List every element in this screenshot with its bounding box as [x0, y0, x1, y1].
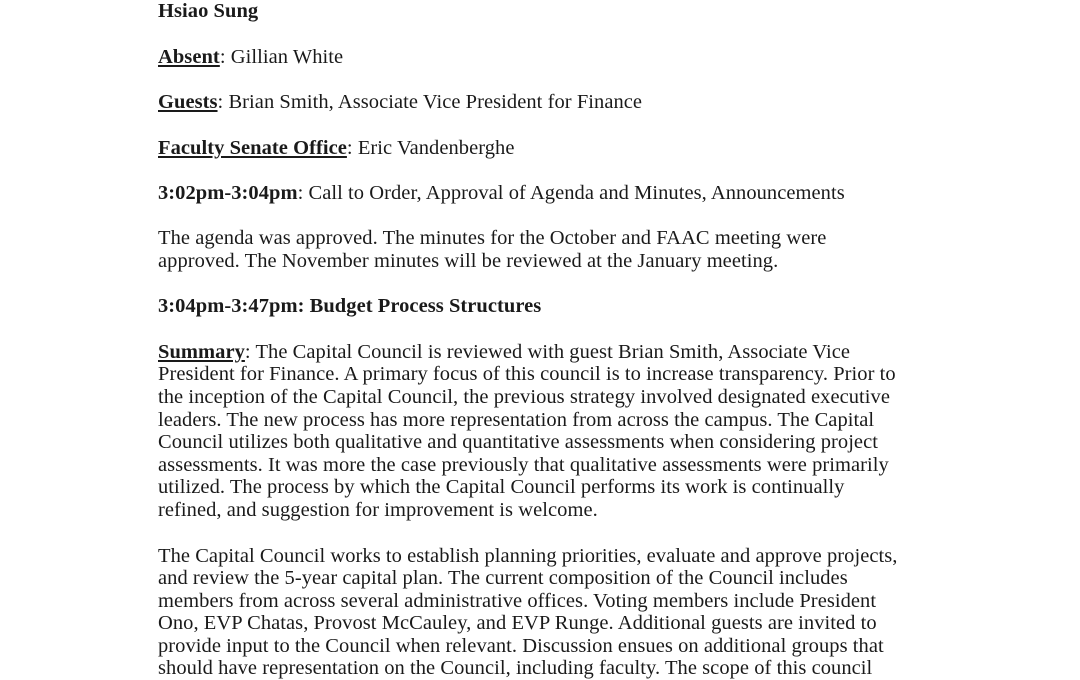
- paragraph-attendee-name: [158, 0, 912, 23]
- agenda-item-1-time: 3:02pm-3:04pm: [158, 182, 298, 204]
- paragraph-absent: [158, 46, 912, 69]
- absent-label: Absent: [158, 46, 220, 68]
- faculty-senate-office-value: : Eric Vandenberghe: [347, 137, 515, 159]
- summary-text: : The Capital Council is reviewed with guest Brian Smith, Associate Vice President for Finance. A primary focus of this council is to increase transparency. Prior to the inception of the Capital Council, the previous strategy involved designated executive leaders. The new process has more representation from across the campus. The Capital Council utilizes both qualitative and quantitative assessments when considering project assessments. It was more the case previously that qualitative assessments were primarily utilized. The process by which the Capital Council performs its work is continually refined, and suggestion for improvement is welcome.: [158, 341, 896, 521]
- paragraph-spacer: [158, 68, 912, 91]
- paragraph-summary: [158, 341, 912, 522]
- faculty-senate-office-label: Faculty Senate Office: [158, 137, 347, 159]
- paragraph-spacer: [158, 272, 912, 295]
- agenda-item-2-title: 3:04pm-3:47pm: Budget Process Structures: [158, 295, 541, 317]
- paragraph-agenda-item-1-body: The agenda was approved. The minutes for the October and FAAC meeting were approved. The November minutes will be reviewed at the January meeting.: [158, 227, 912, 272]
- paragraph-agenda-item-1-heading: [158, 182, 912, 205]
- paragraph-capital-council: The Capital Council works to establish planning priorities, evaluate and approve projects, and review the 5-year capital plan. The current composition of the Council includes members from across several administrative offices. Voting members include President Ono, EVP Chatas, Provost McCauley, and EVP Runge. Additional guests are invited to provide input to the Council when relevant. Discussion ensues on additional groups that should have representation on the Council, including faculty. The scope of this council: [158, 545, 912, 680]
- guests-label: Guests: [158, 91, 218, 113]
- attendee-name-text: Hsiao Sung: [158, 0, 258, 22]
- guests-value: : Brian Smith, Associate Vice President for Finance: [218, 91, 643, 113]
- document-body: [158, 0, 912, 680]
- paragraph-spacer: [158, 205, 912, 227]
- summary-label: Summary: [158, 341, 245, 363]
- paragraph-spacer: [158, 522, 912, 545]
- paragraph-spacer: [158, 23, 912, 46]
- agenda-item-1-title: : Call to Order, Approval of Agenda and Minutes, Announcements: [298, 182, 845, 204]
- absent-value: : Gillian White: [220, 46, 343, 68]
- paragraph-spacer: [158, 114, 912, 137]
- paragraph-guests: [158, 91, 912, 114]
- paragraph-agenda-item-2-heading: [158, 295, 912, 318]
- paragraph-spacer: [158, 159, 912, 182]
- paragraph-spacer: [158, 318, 912, 341]
- paragraph-faculty-senate-office: [158, 137, 912, 160]
